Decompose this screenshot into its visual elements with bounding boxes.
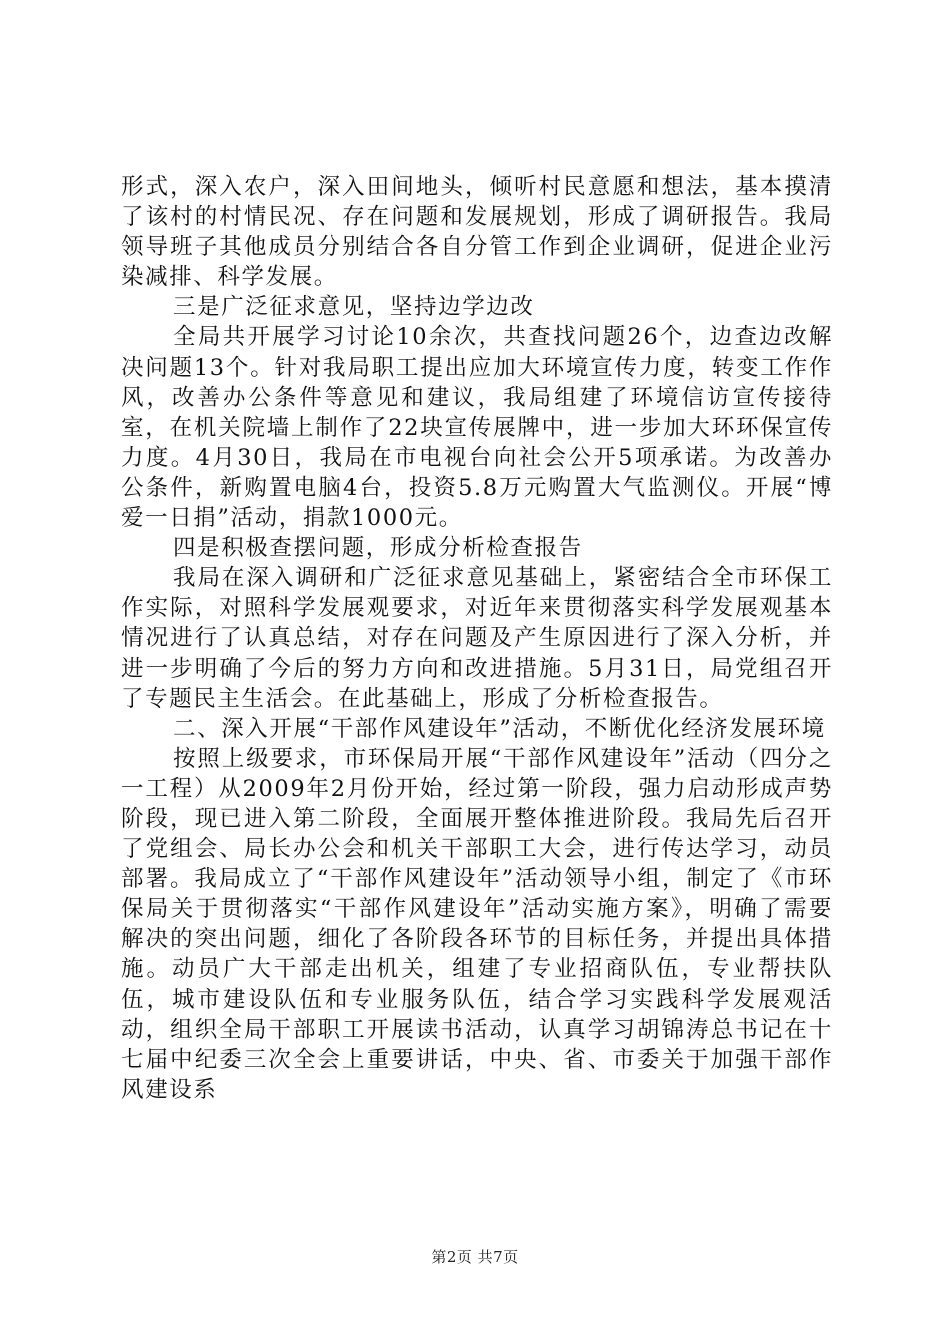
paragraph-section-3: 全局共开展学习讨论10余次，共查找问题26个，边查边改解决问题13个。针对我局职工提出应加大环境宣传力度，转变工作作风，改善办公条件等意见和建议，我局组建了环境信访宣传接待室，在机关院墙上制作了22块宣传展牌中，进一步加大环环保宣传力度。4月30日，我局在市电视台向社会公开5项承诺。为改善办公条件，新购置电脑4台，投资5.8万元购置大气监测仪。开展“博爱一日捐”活动，捐款1000元。 (121, 324, 833, 532)
section-heading-3: 三是广泛征求意见，坚持边学边改 (173, 294, 535, 321)
paragraph-part-2: 按照上级要求，市环保局开展“干部作风建设年”活动（四分之一工程）从2009年2月份开始，经过第一阶段，强力启动形成声势阶段，现已进入第二阶段，全面展开整体推进阶段。我局先后召开了党组会、局长办公会和机关干部职工大会，进行传达学习，动员部署。我局成立了“干部作风建设年”活动领导小组，制定了《市环保局关于贯彻落实“干部作风建设年”活动实施方案》，明确了需要解决的突出问题，细化了各阶段各环节的目标任务，并提出具体措施。动员广大干部走出机关，组建了专业招商队伍，专业帮扶队伍，城市建设队伍和专业服务队伍，结合学习实践科学发展观活动，组织全局干部职工开展读书活动，认真学习胡锦涛总书记在十七届中纪委三次全会上重要讲话，中央、省、市委关于加强干部作风建设系 (121, 745, 833, 1103)
document-body (121, 172, 833, 1105)
paragraph-section-4: 我局在深入调研和广泛征求意见基础上，紧密结合全市环保工作实际，对照科学发展观要求，对近年来贯彻落实科学发展观基本情况进行了认真总结，对存在问题及产生原因进行了深入分析，并进一步明确了今后的努力方向和改进措施。5月31日，局党组召开了专题民主生活会。在此基础上，形成了分析检查报告。 (121, 565, 833, 712)
section-heading-4: 四是积极查摆问题，形成分析检查报告 (173, 535, 583, 562)
page-number-footer: 第2页 共7页 (431, 1248, 519, 1266)
section-heading-part-2: 二、深入开展“干部作风建设年”活动，不断优化经济发展环境 (173, 715, 826, 742)
paragraph-continuation: 形式，深入农户，深入田间地头，倾听村民意愿和想法，基本摸清了该村的村情民况、存在问题和发展规划，形成了调研报告。我局领导班子其他成员分别结合各自分管工作到企业调研，促进企业污染减排、科学发展。 (121, 174, 833, 291)
